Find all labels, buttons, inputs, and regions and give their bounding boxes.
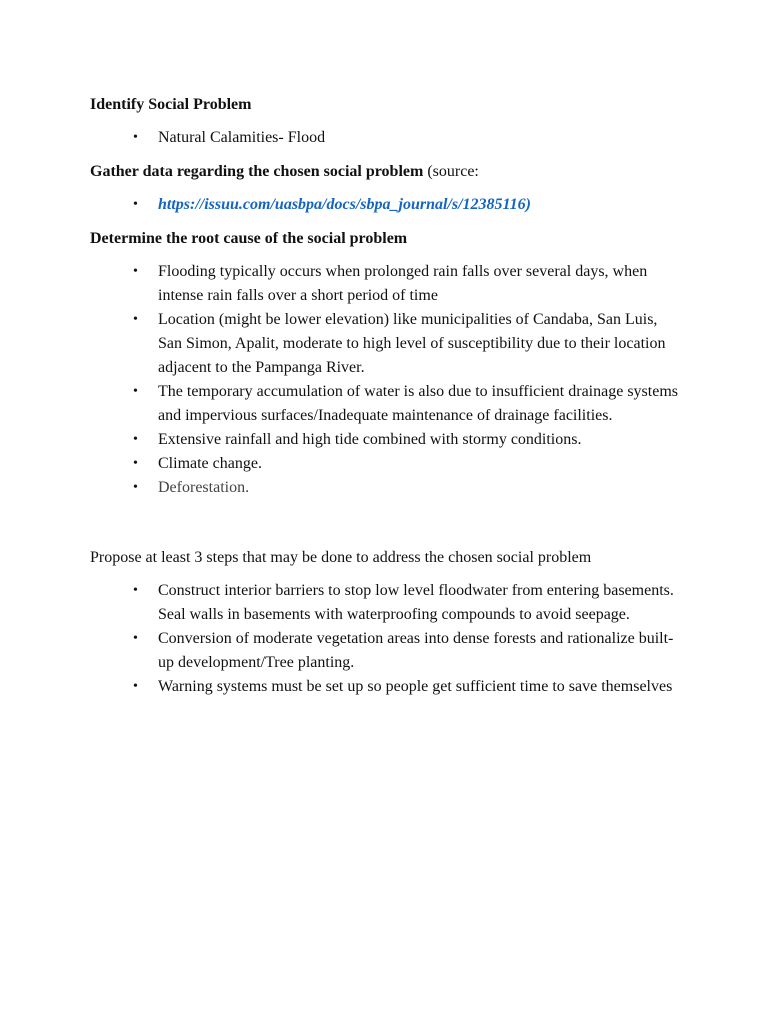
list-item-text: Natural Calamities- Flood — [158, 129, 326, 146]
heading-propose-steps: Propose at least 3 steps that may be done to address the chosen social problem — [90, 549, 592, 566]
list-item-text: Extensive rainfall and high tide combined with stormy conditions. — [158, 431, 582, 448]
spacer — [90, 510, 680, 546]
bullet-icon: • — [133, 130, 138, 145]
bullet-icon: • — [133, 456, 138, 471]
list-item-text: Location (might be lower elevation) like municipalities of Candaba, San Luis, San Simon, Apalit, moderate to high level of susceptibility due to their location adjacent to the Pampanga River. — [158, 311, 666, 376]
list-item-text: Climate change. — [158, 455, 262, 472]
gather-title: Gather data regarding the chosen social problem — [90, 163, 424, 180]
bullet-icon: • — [133, 583, 138, 598]
heading-identify-social-problem: Identify Social Problem — [90, 96, 252, 113]
list-item — [133, 428, 680, 452]
list-item-text: Deforestation. — [158, 479, 250, 496]
bullet-icon: • — [133, 384, 138, 399]
list-item — [133, 260, 680, 308]
list-item — [133, 380, 680, 428]
list-item — [133, 193, 680, 217]
list-item — [133, 308, 680, 380]
document-page — [90, 93, 680, 709]
list-item — [133, 452, 680, 476]
identify-list — [90, 126, 680, 150]
list-item — [133, 675, 680, 699]
list-item — [133, 126, 680, 150]
propose-list — [90, 579, 680, 699]
list-item-text: Construct interior barriers to stop low level floodwater from entering basements. Seal walls in basements with waterproofing compounds to avoid seepage. — [158, 582, 674, 623]
bullet-icon: • — [133, 631, 138, 646]
list-item-text: Conversion of moderate vegetation areas into dense forests and rationalize built-up development/Tree planting. — [158, 630, 674, 671]
bullet-icon: • — [133, 312, 138, 327]
list-item-text: Warning systems must be set up so people get sufficient time to save themselves — [158, 678, 673, 695]
list-item-text: The temporary accumulation of water is also due to insufficient drainage systems and impervious surfaces/Inadequate maintenance of drainage facilities. — [158, 383, 678, 424]
source-prefix: (source: — [423, 163, 479, 180]
list-item — [133, 627, 680, 675]
bullet-icon: • — [133, 264, 138, 279]
heading-root-cause: Determine the root cause of the social problem — [90, 230, 408, 247]
list-item-text: Flooding typically occurs when prolonged rain falls over several days, when intense rain falls over a short period of time — [158, 263, 648, 304]
list-item — [133, 476, 680, 500]
root-cause-list — [90, 260, 680, 500]
bullet-icon: • — [133, 679, 138, 694]
bullet-icon: • — [133, 197, 138, 212]
list-item — [133, 579, 680, 627]
heading-gather-data — [90, 160, 680, 184]
bullet-icon: • — [133, 480, 138, 495]
bullet-icon: • — [133, 432, 138, 447]
source-link[interactable]: https://issuu.com/uasbpa/docs/sbpa_journal/s/12385116) — [158, 196, 531, 213]
source-list — [90, 193, 680, 217]
